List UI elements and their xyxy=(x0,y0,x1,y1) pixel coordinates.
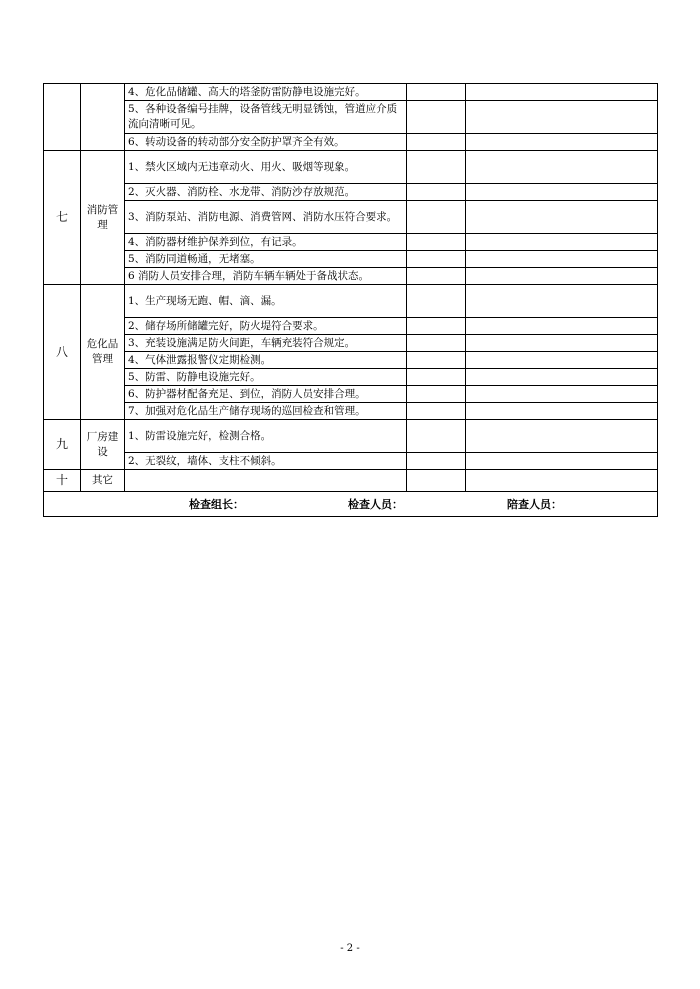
inspector-label: 检查人员： xyxy=(348,497,403,511)
result-cell xyxy=(407,251,466,268)
check-item: 4、危化品储罐、高大的塔釜防雷防静电设施完好。 xyxy=(125,84,407,101)
check-item: 3、充装设施满足防火间距，车辆充装符合规定。 xyxy=(125,335,407,352)
result-cell xyxy=(407,184,466,201)
section-number xyxy=(44,84,81,151)
result-cell xyxy=(407,369,466,386)
check-item: 6、防护器材配备充足、到位，消防人员安排合理。 xyxy=(125,386,407,403)
table-row xyxy=(44,335,658,352)
remark-cell xyxy=(466,101,658,134)
section-category xyxy=(81,84,125,151)
table-row xyxy=(44,251,658,268)
table-row xyxy=(44,352,658,369)
check-item: 6、转动设备的转动部分安全防护罩齐全有效。 xyxy=(125,134,407,151)
table-row xyxy=(44,470,658,492)
remark-cell xyxy=(466,151,658,184)
accompany-label: 陪查人员： xyxy=(507,497,562,511)
check-item: 7、加强对危化品生产储存现场的巡回检查和管理。 xyxy=(125,403,407,420)
table-row xyxy=(44,134,658,151)
remark-cell xyxy=(466,184,658,201)
signature-fields xyxy=(47,497,654,512)
table-row xyxy=(44,369,658,386)
remark-cell xyxy=(466,420,658,453)
remark-cell xyxy=(466,386,658,403)
result-cell xyxy=(407,201,466,234)
result-cell xyxy=(407,84,466,101)
result-cell xyxy=(407,420,466,453)
remark-cell xyxy=(466,134,658,151)
result-cell xyxy=(407,285,466,318)
table-row xyxy=(44,184,658,201)
remark-cell xyxy=(466,352,658,369)
remark-cell xyxy=(466,453,658,470)
result-cell xyxy=(407,234,466,251)
result-cell xyxy=(407,453,466,470)
table-row xyxy=(44,420,658,453)
section-number: 十 xyxy=(44,470,81,492)
check-item: 5、防雷、防静电设施完好。 xyxy=(125,369,407,386)
result-cell xyxy=(407,386,466,403)
remark-cell xyxy=(466,251,658,268)
check-item: 2、储存场所储罐完好，防火堤符合要求。 xyxy=(125,318,407,335)
leader-label: 检查组长： xyxy=(189,497,244,511)
table-row xyxy=(44,84,658,101)
remark-cell xyxy=(466,285,658,318)
check-item: 4、气体泄露报警仪定期检测。 xyxy=(125,352,407,369)
result-cell xyxy=(407,268,466,285)
remark-cell xyxy=(466,84,658,101)
table-row xyxy=(44,151,658,184)
check-item: 5、消防同道畅通，无堵塞。 xyxy=(125,251,407,268)
check-item: 6 消防人员安排合理，消防车辆车辆处于备战状态。 xyxy=(125,268,407,285)
section-number: 七 xyxy=(44,151,81,285)
section-category: 其它 xyxy=(81,470,125,492)
remark-cell xyxy=(466,369,658,386)
remark-cell xyxy=(466,335,658,352)
section-number: 八 xyxy=(44,285,81,420)
result-cell xyxy=(407,101,466,134)
section-number: 九 xyxy=(44,420,81,470)
result-cell xyxy=(407,134,466,151)
result-cell xyxy=(407,352,466,369)
table-row xyxy=(44,268,658,285)
table-row xyxy=(44,285,658,318)
remark-cell xyxy=(466,470,658,492)
table-row xyxy=(44,453,658,470)
section-category: 厂房建设 xyxy=(81,420,125,470)
remark-cell xyxy=(466,201,658,234)
check-item: 1、禁火区域内无违章动火、用火、吸烟等现象。 xyxy=(125,151,407,184)
table-row xyxy=(44,201,658,234)
table-row xyxy=(44,403,658,420)
table-row xyxy=(44,234,658,251)
result-cell xyxy=(407,151,466,184)
remark-cell xyxy=(466,403,658,420)
check-item: 2、灭火器、消防栓、水龙带、消防沙存放规范。 xyxy=(125,184,407,201)
table-row xyxy=(44,101,658,134)
check-item: 1、生产现场无跑、帽、滴、漏。 xyxy=(125,285,407,318)
section-category: 危化品管理 xyxy=(81,285,125,420)
result-cell xyxy=(407,470,466,492)
remark-cell xyxy=(466,268,658,285)
remark-cell xyxy=(466,318,658,335)
inspection-table xyxy=(43,83,658,517)
result-cell xyxy=(407,318,466,335)
check-item: 3、消防泵站、消防电源、消费管网、消防水压符合要求。 xyxy=(125,201,407,234)
check-item xyxy=(125,470,407,492)
check-item: 4、消防器材维护保养到位，有记录。 xyxy=(125,234,407,251)
check-item: 5、各种设备编号挂牌，设备管线无明显锈蚀，管道应介质流向清晰可见。 xyxy=(125,101,407,134)
result-cell xyxy=(407,403,466,420)
remark-cell xyxy=(466,234,658,251)
section-category: 消防管理 xyxy=(81,151,125,285)
table-row xyxy=(44,318,658,335)
check-item: 2、无裂纹，墙体、支柱不倾斜。 xyxy=(125,453,407,470)
table-row xyxy=(44,386,658,403)
check-item: 1、防雷设施完好，检测合格。 xyxy=(125,420,407,453)
signature-row xyxy=(44,492,658,517)
result-cell xyxy=(407,335,466,352)
page-number: - 2 - xyxy=(340,943,360,954)
signature-cell xyxy=(44,492,658,517)
